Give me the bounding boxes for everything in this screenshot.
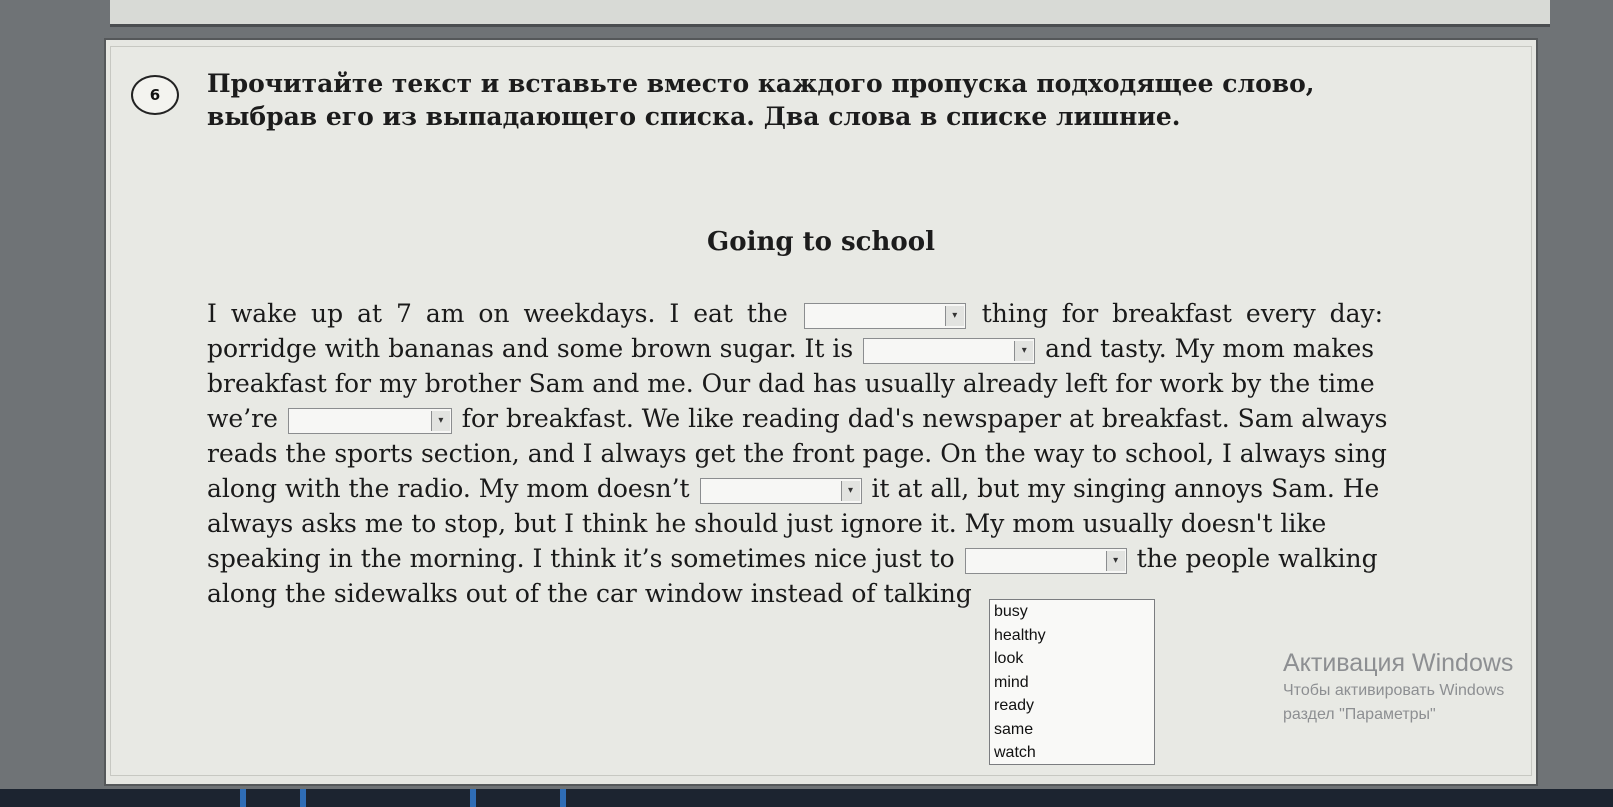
text-line-6 <box>207 474 1379 504</box>
text-line-5: reads the sports section, and I always get the front page. On the way to school, I always sing <box>207 439 1387 468</box>
gap-select-2[interactable] <box>863 338 1035 364</box>
dropdown-option[interactable]: mind <box>994 673 1029 691</box>
text-fragment: I wake up at 7 am on weekdays. I eat the <box>207 299 788 328</box>
gap-select-4[interactable] <box>700 478 862 504</box>
dropdown-arrow-icon[interactable]: ▾ <box>1014 341 1033 361</box>
dropdown-arrow-icon[interactable]: ▾ <box>945 306 964 326</box>
text-fragment: for breakfast. We like reading dad's newspaper at breakfast. Sam always <box>461 404 1388 433</box>
taskbar-indicator <box>300 789 306 807</box>
task-sheet <box>106 40 1536 784</box>
text-fragment: speaking in the morning. I think it’s sometimes nice just to <box>207 544 955 573</box>
window-top-edge <box>110 0 1550 27</box>
dropdown-option[interactable]: watch <box>994 744 1036 761</box>
text-fragment: and tasty. My mom makes <box>1045 334 1375 363</box>
dropdown-arrow-icon[interactable]: ▾ <box>1106 551 1125 571</box>
dropdown-option[interactable]: same <box>994 720 1034 738</box>
text-line-4 <box>207 404 1387 434</box>
text-line-8 <box>207 544 1378 574</box>
dropdown-option[interactable]: healthy <box>994 626 1046 644</box>
activation-title: Активация Windows <box>1283 649 1514 677</box>
activation-line: раздел "Параметры" <box>1283 706 1436 723</box>
task-panel <box>110 46 1532 776</box>
text-line-1 <box>207 299 1383 329</box>
text-line-3: breakfast for my brother Sam and me. Our dad has usually already left for work by the time <box>207 369 1375 398</box>
gap-select-3[interactable] <box>288 408 452 434</box>
text-fragment: porridge with bananas and some brown sugar. It is <box>207 334 854 363</box>
taskbar-indicator <box>240 789 246 807</box>
task-number-badge: 6 <box>131 75 179 115</box>
taskbar <box>0 789 1613 807</box>
gap-select-1[interactable] <box>804 303 966 329</box>
text-fragment: we’re <box>207 404 278 433</box>
text-fragment: along with the radio. My mom doesn’t <box>207 474 690 503</box>
text-line-9: along the sidewalks out of the car window instead of talking <box>207 579 972 608</box>
text-line-2 <box>207 334 1374 364</box>
text-fragment: the people walking <box>1136 544 1378 573</box>
dropdown-option[interactable]: look <box>994 650 1024 667</box>
dropdown-option[interactable]: busy <box>994 603 1028 620</box>
text-fragment: it at all, but my singing annoys Sam. He <box>871 474 1380 503</box>
text-fragment: thing for breakfast every day: <box>981 299 1384 328</box>
taskbar-indicator <box>470 789 476 807</box>
dropdown-option[interactable]: ready <box>994 697 1035 714</box>
dropdown-arrow-icon[interactable]: ▾ <box>841 481 860 501</box>
text-line-7: always asks me to stop, but I think he should just ignore it. My mom usually doesn't like <box>207 509 1327 538</box>
dropdown-options-list[interactable] <box>989 599 1155 765</box>
gap-select-5[interactable] <box>965 548 1127 574</box>
task-instruction: Прочитайте текст и вставьте вместо каждого пропуска подходящее слово, выбрав его из выпадающего списка. Два слова в списке лишние. <box>207 69 1315 131</box>
activation-line: Чтобы активировать Windows <box>1283 682 1505 699</box>
dropdown-arrow-icon[interactable]: ▾ <box>431 411 450 431</box>
text-title: Going to school <box>707 227 935 257</box>
taskbar-indicator <box>560 789 566 807</box>
windows-activation-watermark <box>1283 647 1513 727</box>
